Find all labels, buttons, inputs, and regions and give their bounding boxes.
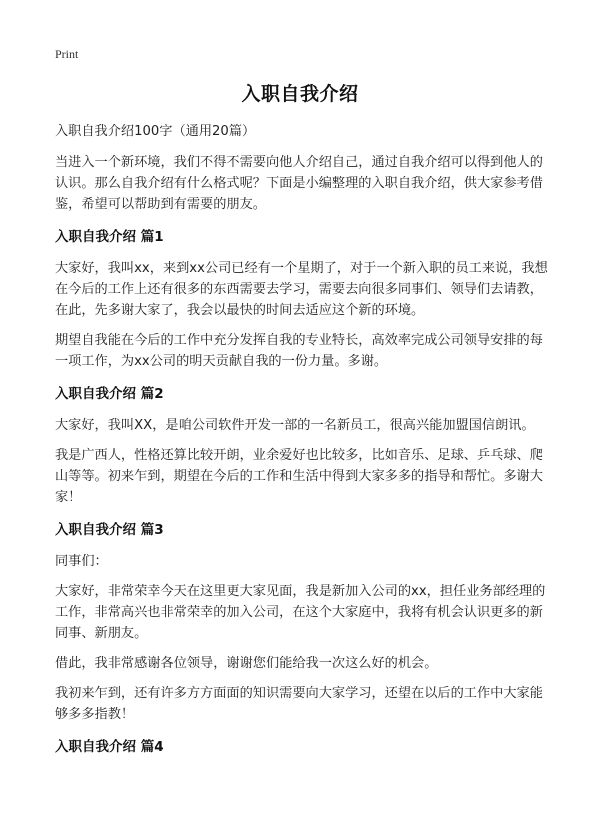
section-3-paragraph-4: 我初来乍到，还有许多方方面面的知识需要向大家学习，还望在以后的工作中大家能够多多指教！ [55,686,543,722]
section-1-paragraph-1: 大家好，我叫xx，来到xx公司已经有一个星期了，对于一个新入职的员工来说，我想在今后的工作上还有很多的东西需要去学习，需要去向很多同事们、领导们去请教，在此，先多谢大家了，我会以最快的时间去适应这个新的环境。 [55,261,548,318]
section-3-paragraph-3: 借此，我非常感谢各位领导，谢谢您们能给我一次这么好的机会。 [55,656,438,671]
section-heading-2: 入职自我介绍 篇2 [55,386,164,402]
print-link[interactable]: Print [55,47,79,61]
section-heading-4: 入职自我介绍 篇4 [55,739,164,755]
section-1-paragraph-2: 期望自我能在今后的工作中充分发挥自我的专业特长，高效率完成公司领导安排的每一项工作，为xx公司的明天贡献自我的一份力量。多谢。 [55,333,543,369]
section-heading-1: 入职自我介绍 篇1 [55,229,164,245]
section-2-paragraph-2: 我是广西人，性格还算比较开朗，业余爱好也比较多，比如音乐、足球、乒乓球、爬山等等。初来乍到，期望在今后的工作和生活中得到大家多多的指导和帮忙。多谢大家！ [55,448,543,505]
page-title: 入职自我介绍 [241,83,359,105]
section-3-paragraph-1: 同事们： [55,554,108,569]
section-2-paragraph-1: 大家好，我叫XX，是咱公司软件开发一部的一名新员工，很高兴能加盟国信朗讯。 [55,418,535,433]
article-body [55,121,555,768]
section-heading-3: 入职自我介绍 篇3 [55,522,164,538]
article-subtitle: 入职自我介绍100字（通用20篇） [55,124,256,139]
intro-paragraph: 当进入一个新环境，我们不得不需要向他人介绍自己，通过自我介绍可以得到他人的认识。那么自我介绍有什么格式呢？下面是小编整理的入职自我介绍，供大家参考借鉴，希望可以帮助到有需要的朋友。 [55,155,543,212]
section-3-paragraph-2: 大家好，非常荣幸今天在这里更大家见面，我是新加入公司的xx，担任业务部经理的工作，非常高兴也非常荣幸的加入公司，在这个大家庭中，我将有机会认识更多的新同事、新朋友。 [55,584,546,641]
